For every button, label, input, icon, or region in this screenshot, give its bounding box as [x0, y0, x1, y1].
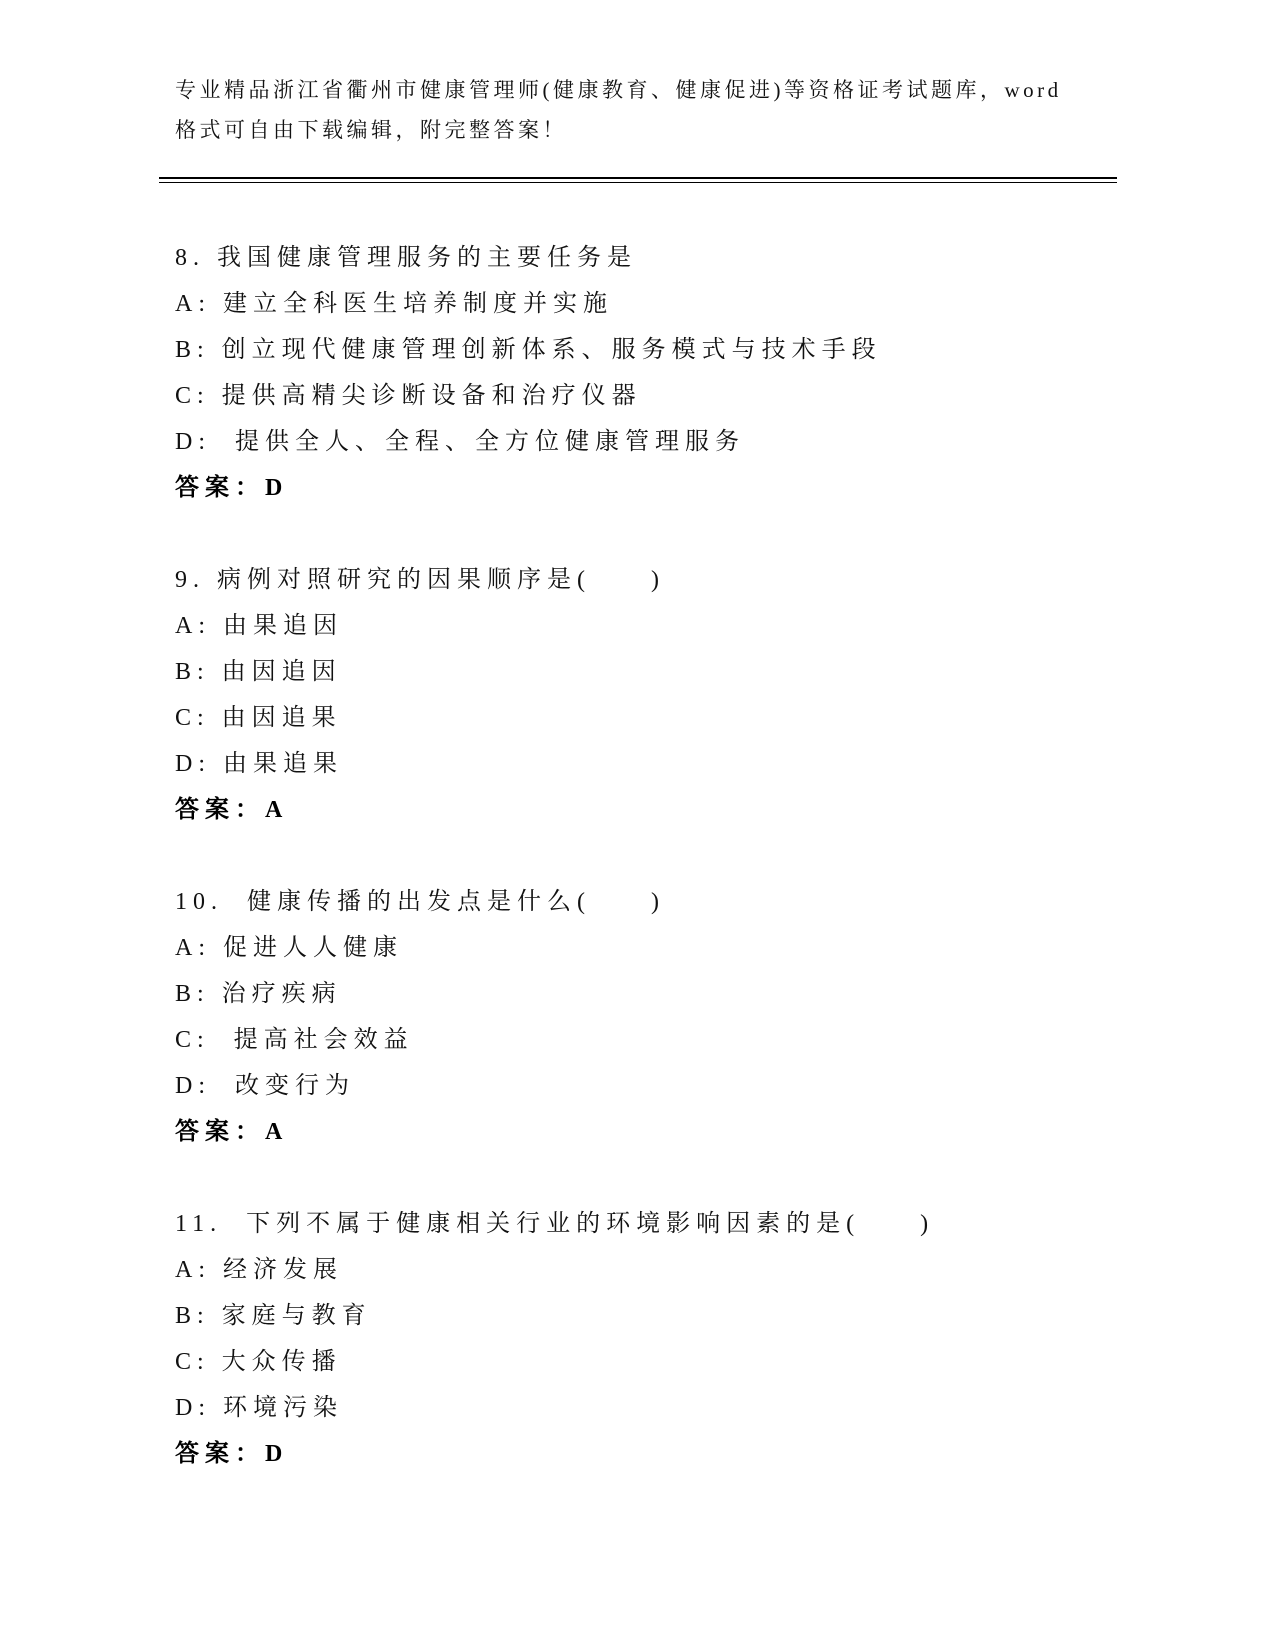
answer-value: A [265, 1119, 289, 1145]
header-divider-rule [159, 177, 1117, 183]
answer-line [175, 787, 1125, 833]
answer-label: 答案： [175, 797, 265, 823]
option-line: B: 治疗疾病 [175, 981, 342, 1007]
header-text-line-1: 专业精品浙江省衢州市健康管理师(健康教育、健康促进)等资格证考试题库，word [175, 78, 1062, 102]
question-stem: 11. 下列不属于健康相关行业的环境影响因素的是( ) [175, 1211, 935, 1237]
question-list [175, 235, 1125, 1477]
header-text-line-2: 格式可自由下载编辑，附完整答案！ [175, 118, 567, 142]
answer-value: D [265, 1441, 289, 1467]
question-block [175, 879, 1125, 1155]
document-header [175, 70, 1125, 150]
answer-label: 答案： [175, 1119, 265, 1145]
question-stem: 10. 健康传播的出发点是什么( ) [175, 889, 665, 915]
question-block [175, 235, 1125, 511]
answer-value: A [265, 797, 289, 823]
option-line: C: 由因追果 [175, 705, 342, 731]
option-line: B: 由因追因 [175, 659, 342, 685]
option-line: B: 创立现代健康管理创新体系、服务模式与技术手段 [175, 337, 882, 363]
answer-line [175, 1431, 1125, 1477]
option-line: D: 提供全人、全程、全方位健康管理服务 [175, 429, 745, 455]
option-line: A: 经济发展 [175, 1257, 343, 1283]
option-line: C: 提高社会效益 [175, 1027, 414, 1053]
option-line: A: 由果追因 [175, 613, 343, 639]
option-line: A: 促进人人健康 [175, 935, 403, 961]
answer-line [175, 1109, 1125, 1155]
option-line: D: 环境污染 [175, 1395, 343, 1421]
answer-label: 答案： [175, 475, 265, 501]
answer-label: 答案： [175, 1441, 265, 1467]
question-stem: 9. 病例对照研究的因果顺序是( ) [175, 567, 665, 593]
answer-line [175, 465, 1125, 511]
question-stem: 8. 我国健康管理服务的主要任务是 [175, 245, 637, 271]
option-line: D: 改变行为 [175, 1073, 355, 1099]
option-line: C: 大众传播 [175, 1349, 342, 1375]
question-block [175, 557, 1125, 833]
option-line: C: 提供高精尖诊断设备和治疗仪器 [175, 383, 642, 409]
option-line: B: 家庭与教育 [175, 1303, 372, 1329]
answer-value: D [265, 475, 289, 501]
option-line: A: 建立全科医生培养制度并实施 [175, 291, 613, 317]
question-block [175, 1201, 1125, 1477]
option-line: D: 由果追果 [175, 751, 343, 777]
